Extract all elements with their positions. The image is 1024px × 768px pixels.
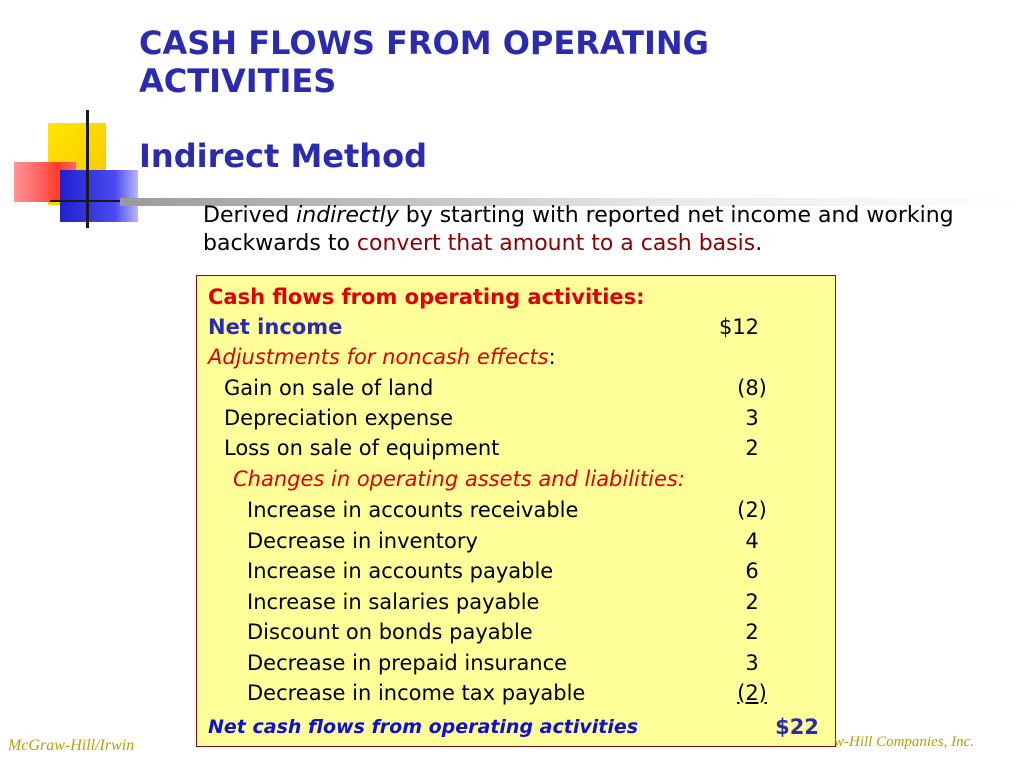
- item-value: 2: [745, 590, 759, 614]
- net-income-row: [197, 312, 835, 342]
- net-income-value: $12: [718, 315, 760, 339]
- method-description: [203, 202, 983, 258]
- item-label: Loss on sale of equipment: [224, 436, 500, 460]
- item-label: Increase in accounts receivable: [247, 498, 579, 522]
- item-label: Increase in accounts payable: [247, 559, 554, 583]
- footer-publisher: McGraw-Hill/Irwin: [8, 737, 135, 754]
- description-end: .: [755, 231, 763, 256]
- item-label: Discount on bonds payable: [247, 620, 533, 644]
- table-row: [197, 587, 835, 617]
- item-value: 6: [745, 559, 759, 583]
- description-text-2: by starting with reported net income and working backwards to: [203, 203, 954, 256]
- adjustments-heading-row: [197, 342, 835, 372]
- item-value: 3: [745, 651, 759, 675]
- item-value: (2): [737, 681, 767, 705]
- statement-heading: Cash flows from operating activities:: [208, 285, 645, 309]
- description-highlight: convert that amount to a cash basis: [356, 231, 756, 256]
- description-italic: indirectly: [296, 203, 399, 228]
- item-value: 3: [745, 406, 759, 430]
- table-row: [197, 526, 835, 556]
- item-label: Depreciation expense: [224, 406, 454, 430]
- total-value: $22: [775, 715, 819, 739]
- item-value: (2): [737, 498, 767, 522]
- item-value: 2: [745, 436, 759, 460]
- slide-subtitle: Indirect Method: [139, 137, 427, 175]
- table-row: [197, 556, 835, 586]
- changes-heading: Changes in operating assets and liabilities:: [233, 467, 685, 491]
- item-value: (8): [737, 376, 767, 400]
- item-label: Gain on sale of land: [224, 376, 434, 400]
- item-label: Decrease in prepaid insurance: [247, 651, 568, 675]
- vertical-line-decoration: [86, 110, 89, 228]
- blue-square-decoration: [60, 170, 138, 222]
- item-label: Decrease in income tax payable: [247, 681, 586, 705]
- adjustments-heading-text: Adjustments for noncash effects: [208, 345, 549, 369]
- table-row: [197, 617, 835, 647]
- item-value: 2: [745, 620, 759, 644]
- adjustments-colon: :: [548, 345, 556, 369]
- total-row: [197, 712, 835, 742]
- description-text: Derived: [203, 203, 297, 228]
- item-value: 4: [745, 529, 759, 553]
- table-row: [197, 373, 835, 403]
- table-row: [197, 678, 835, 708]
- item-label: Decrease in inventory: [247, 529, 478, 553]
- table-row: [197, 433, 835, 463]
- table-row: [197, 403, 835, 433]
- total-label: Net cash flows from operating activities: [208, 716, 639, 738]
- table-row: [197, 495, 835, 525]
- changes-heading-row: [197, 464, 835, 494]
- footer-copyright: w-Hill Companies, Inc.: [834, 734, 974, 750]
- cash-flow-statement: [196, 275, 836, 747]
- adjustments-heading: [208, 342, 556, 372]
- statement-heading-row: [197, 282, 835, 312]
- item-label: Increase in salaries payable: [247, 590, 540, 614]
- table-row: [197, 648, 835, 678]
- slide-title: CASH FLOWS FROM OPERATING ACTIVITIES: [139, 24, 709, 100]
- net-income-label: Net income: [208, 315, 343, 339]
